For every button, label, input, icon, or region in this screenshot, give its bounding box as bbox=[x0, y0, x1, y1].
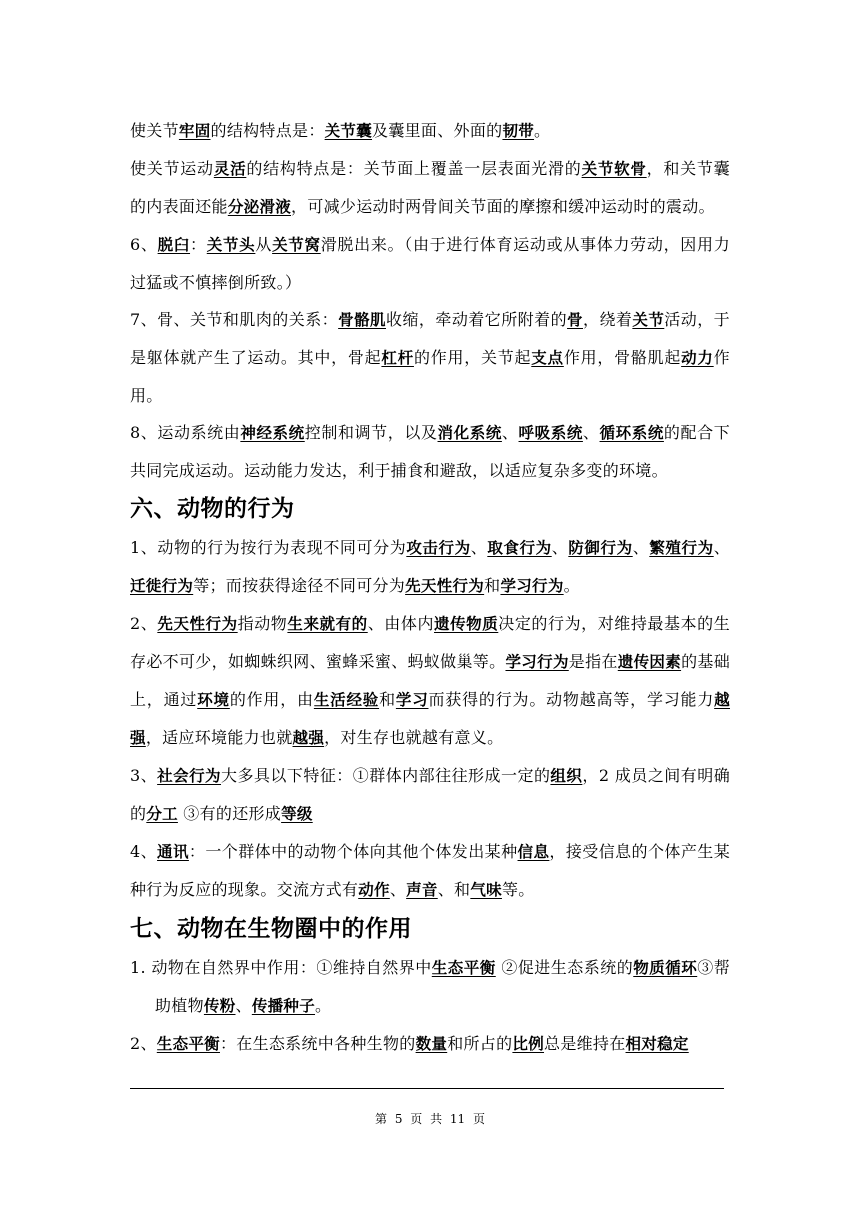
keyword: 传播种子 bbox=[251, 997, 316, 1015]
text: 收缩，牵动着它所附着的 bbox=[386, 310, 568, 329]
keyword: 骨 bbox=[567, 311, 583, 329]
keyword: 越强 bbox=[130, 691, 730, 747]
paragraph-joint-flexible bbox=[130, 150, 730, 226]
text: ，绕着 bbox=[583, 310, 633, 329]
text: 使关节运动 bbox=[130, 159, 214, 178]
keyword: 学习行为 bbox=[500, 577, 564, 595]
text: 的作用，由 bbox=[229, 690, 314, 709]
keyword: 学习行为 bbox=[505, 653, 569, 671]
text: ，2 成员之间有明确的 bbox=[130, 766, 730, 823]
keyword: 韧带 bbox=[502, 122, 535, 140]
behavior-item-1 bbox=[130, 529, 730, 605]
keyword: 防御行为 bbox=[568, 539, 633, 557]
keyword: 脱臼 bbox=[157, 236, 191, 254]
text: 、和 bbox=[437, 880, 471, 899]
text: ：一个群体中的动物个体向其他个体发出某种 bbox=[188, 842, 518, 861]
keyword: 相对稳定 bbox=[625, 1035, 689, 1053]
text: 的基础上，通过 bbox=[130, 652, 731, 709]
keyword: 生态平衡 bbox=[431, 959, 496, 977]
text: ，适应环境能力也就 bbox=[145, 728, 293, 747]
text: 、由体内 bbox=[367, 614, 435, 633]
text: 、 bbox=[582, 423, 600, 442]
text: 。 bbox=[563, 576, 580, 595]
text: ②促进生态系统的 bbox=[495, 958, 634, 977]
keyword: 关节窝 bbox=[272, 236, 321, 254]
text: 和所占的 bbox=[447, 1034, 513, 1053]
keyword: 支点 bbox=[531, 349, 564, 367]
text: 及囊里面、外面的 bbox=[372, 121, 503, 140]
keyword: 杠杆 bbox=[381, 349, 414, 367]
text: 是指在 bbox=[568, 652, 618, 671]
keyword: 取食行为 bbox=[487, 539, 552, 557]
keyword: 分工 bbox=[146, 805, 178, 823]
text: 控制和调节，以及 bbox=[304, 423, 438, 442]
text: ：在生态系统中各种生物的 bbox=[219, 1034, 416, 1053]
page-number: 第 5 页 共 11 页 bbox=[375, 1112, 485, 1126]
text: 的配合下共同完成运动。运动能力发达，利于捕食和避敌，以适应复杂多变的环境。 bbox=[130, 423, 731, 480]
keyword: 生活经验 bbox=[313, 691, 380, 709]
item-8-motor-system bbox=[130, 414, 730, 489]
section-heading-animal-behavior: 六、动物的行为 bbox=[130, 496, 295, 522]
text: ，可减少运动时两骨间关节面的摩擦和缓冲运动时的震动。 bbox=[291, 197, 715, 216]
text: 、 bbox=[713, 538, 731, 557]
keyword: 关节 bbox=[632, 311, 665, 329]
keyword: 生态平衡 bbox=[156, 1035, 220, 1053]
keyword: 动力 bbox=[681, 349, 714, 367]
keyword: 传粉 bbox=[203, 997, 236, 1015]
keyword: 迁徙行为 bbox=[130, 577, 194, 595]
behavior-item-4 bbox=[130, 833, 730, 909]
keyword: 信息 bbox=[517, 843, 550, 861]
text: 、 bbox=[551, 538, 569, 557]
role-item-1 bbox=[130, 949, 730, 1025]
keyword: 物质循环 bbox=[633, 959, 698, 977]
text: 使关节 bbox=[130, 121, 179, 140]
keyword: 遗传物质 bbox=[434, 615, 499, 633]
keyword: 关节头 bbox=[206, 236, 256, 254]
text: 滑脱出来。（由于进行体育运动或从事体力劳动，因用力过猛或不慎摔倒所致。） bbox=[130, 235, 730, 292]
text: 。 bbox=[534, 121, 551, 140]
text: ，对生存也就越有意义。 bbox=[324, 728, 504, 747]
item-7-bone-joint-muscle bbox=[130, 301, 730, 414]
footer-divider bbox=[130, 1088, 724, 1089]
keyword: 遗传因素 bbox=[617, 653, 682, 671]
text: 1. 动物在自然界中作用：①维持自然界中 bbox=[130, 958, 432, 977]
text: 、 bbox=[389, 880, 407, 899]
text: 7、骨、关节和肌肉的关系： bbox=[130, 310, 339, 329]
keyword: 组织 bbox=[550, 767, 583, 785]
text: 从 bbox=[255, 235, 273, 254]
keyword: 通讯 bbox=[157, 843, 189, 861]
text: 、 bbox=[501, 423, 519, 442]
text: 、 bbox=[632, 538, 650, 557]
text: ： bbox=[190, 235, 207, 254]
text: 2、 bbox=[130, 614, 158, 633]
text: 、 bbox=[470, 538, 488, 557]
text: ③有的还形成 bbox=[177, 804, 282, 823]
role-item-2 bbox=[130, 1025, 730, 1063]
keyword: 动作 bbox=[358, 881, 390, 899]
keyword: 循环系统 bbox=[599, 424, 664, 442]
text: 等。 bbox=[501, 880, 535, 899]
text: 而获得的行为。动物越高等，学习能力 bbox=[428, 690, 715, 709]
text: 1、动物的行为按行为表现不同可分为 bbox=[130, 538, 407, 557]
text: 和 bbox=[379, 690, 396, 709]
text: 、 bbox=[235, 996, 252, 1015]
keyword: 生来就有的 bbox=[287, 615, 368, 633]
text: 活动，于是躯体就产生了运动。其中，骨起 bbox=[130, 310, 730, 367]
keyword: 等级 bbox=[281, 805, 313, 823]
keyword: 攻击行为 bbox=[406, 539, 471, 557]
keyword: 消化系统 bbox=[437, 424, 502, 442]
document-body bbox=[130, 112, 730, 1063]
item-6-dislocation bbox=[130, 226, 730, 301]
text: 决定的行为，对维持最基本的生存必不可少，如蜘蛛织网、蜜蜂采蜜、蚂蚁做巢等。 bbox=[130, 614, 730, 671]
text: ，接受信息的个体产生某种行为反应的现象。交流方式有 bbox=[130, 842, 731, 899]
text: 的结构特点是： bbox=[210, 121, 325, 140]
keyword: 关节囊 bbox=[324, 122, 373, 140]
text: 4、 bbox=[130, 842, 158, 861]
text: 大多具以下特征：①群体内部往往形成一定的 bbox=[221, 766, 551, 785]
text: 的作用，关节起 bbox=[413, 348, 532, 367]
keyword: 数量 bbox=[415, 1035, 448, 1053]
keyword: 神经系统 bbox=[240, 424, 305, 442]
keyword: 呼吸系统 bbox=[518, 424, 583, 442]
keyword: 声音 bbox=[406, 881, 438, 899]
keyword: 骨骼肌 bbox=[338, 311, 386, 329]
keyword: 气味 bbox=[470, 881, 502, 899]
keyword: 越强 bbox=[292, 729, 325, 747]
paragraph-joint-firm bbox=[130, 112, 730, 150]
text: 6、 bbox=[130, 235, 158, 254]
keyword: 先天性行为 bbox=[405, 577, 485, 595]
keyword: 先天性行为 bbox=[157, 615, 238, 633]
text: 等；而按获得途径不同可分为 bbox=[193, 576, 406, 595]
behavior-item-3 bbox=[130, 757, 730, 833]
keyword: 关节软骨 bbox=[581, 160, 647, 178]
text: 指动物 bbox=[237, 614, 288, 633]
keyword: 牢固 bbox=[178, 122, 211, 140]
text: 作用。 bbox=[130, 348, 730, 405]
section-heading-animal-role: 七、动物在生物圈中的作用 bbox=[130, 916, 412, 942]
keyword: 灵活 bbox=[213, 160, 247, 178]
text: 。 bbox=[315, 996, 332, 1015]
behavior-item-2 bbox=[130, 605, 730, 757]
keyword: 比例 bbox=[512, 1035, 545, 1053]
keyword: 社会行为 bbox=[157, 767, 222, 785]
text: 的结构特点是：关节面上覆盖一层表面光滑的 bbox=[246, 159, 582, 178]
keyword: 环境 bbox=[197, 691, 230, 709]
keyword: 学习 bbox=[395, 691, 429, 709]
text: 作用，骨骼肌起 bbox=[563, 348, 682, 367]
text: 3、 bbox=[130, 766, 158, 785]
keyword: 分泌滑液 bbox=[227, 198, 292, 216]
keyword: 繁殖行为 bbox=[649, 539, 714, 557]
text: 总是维持在 bbox=[544, 1034, 626, 1053]
text: 2、 bbox=[130, 1034, 157, 1053]
text: ③帮助植物 bbox=[155, 958, 731, 1015]
text: 8、运动系统由 bbox=[130, 423, 241, 442]
text: ，和关节囊的内表面还能 bbox=[130, 159, 730, 216]
text: 和 bbox=[484, 576, 501, 595]
